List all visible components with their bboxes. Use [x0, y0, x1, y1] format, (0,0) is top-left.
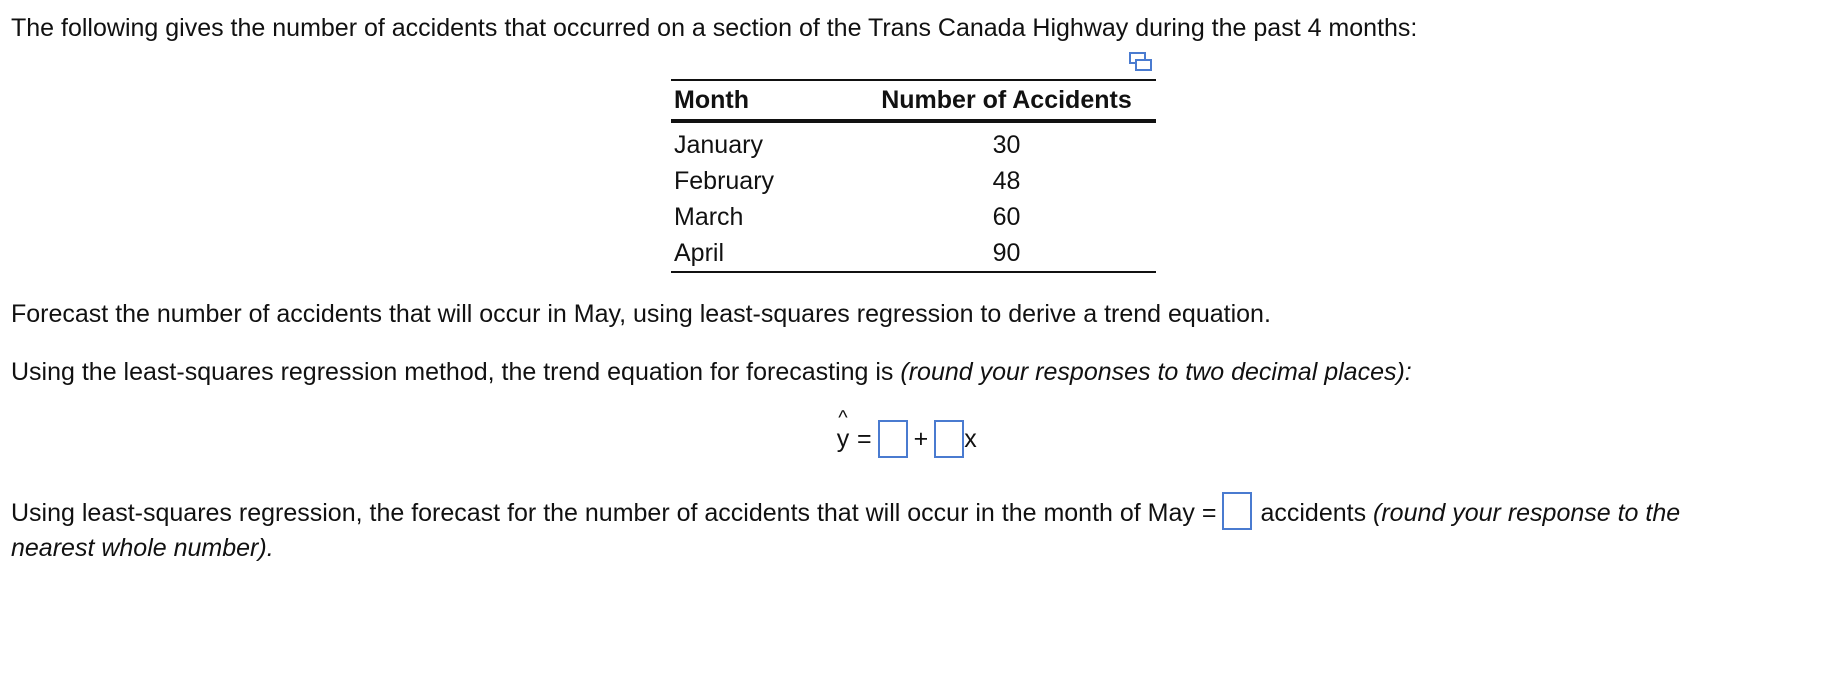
forecast-rounding-hint-continued: nearest whole number). [11, 534, 274, 562]
accidents-column-header: Number of Accidents [857, 80, 1156, 121]
trend-prompt [11, 356, 1412, 388]
month-cell: March [674, 202, 744, 231]
copy-table-icon[interactable] [1128, 50, 1154, 74]
x-variable: x [964, 424, 977, 453]
table-header-row [671, 80, 1156, 121]
table-row [671, 235, 1156, 272]
accidents-cell: 48 [992, 166, 1021, 195]
month-cell: January [674, 130, 763, 159]
forecast-unit: accidents [1260, 499, 1367, 527]
trend-prompt-text: Using the least-squares regression method, the trend equation for forecasting is [11, 358, 901, 386]
instruction-text: Forecast the number of accidents that will occur in May, using least-squares regression to derive a trend equation. [11, 300, 1271, 328]
y-hat-symbol [835, 406, 851, 454]
table-row [671, 163, 1156, 199]
forecast-prompt-text: Using least-squares regression, the forecast for the number of accidents that will occur in the month of May = [11, 499, 1217, 527]
month-column-header: Month [671, 80, 857, 121]
accidents-cell: 60 [992, 202, 1021, 231]
slope-input[interactable] [934, 420, 964, 458]
month-cell: February [674, 166, 775, 195]
intercept-input[interactable] [878, 420, 908, 458]
plus-sign: + [913, 424, 929, 453]
table-row [671, 121, 1156, 163]
month-cell: April [674, 238, 725, 267]
trend-equation [835, 406, 977, 461]
may-forecast-input[interactable] [1222, 492, 1252, 530]
hat-accent: ^ [838, 406, 848, 429]
y-variable: y [836, 424, 850, 453]
accidents-cell: 30 [992, 130, 1021, 159]
forecast-rounding-hint: (round your response to the [1373, 499, 1681, 527]
accidents-table [671, 79, 1156, 273]
accidents-cell: 90 [992, 238, 1021, 267]
equals-sign: = [857, 424, 872, 453]
forecast-prompt [11, 492, 1801, 532]
intro-text: The following gives the number of accidents that occurred on a section of the Trans Canada Highway during the past 4 months: [11, 14, 1418, 42]
table-row [671, 199, 1156, 235]
trend-rounding-hint: (round your responses to two decimal places): [900, 358, 1412, 386]
